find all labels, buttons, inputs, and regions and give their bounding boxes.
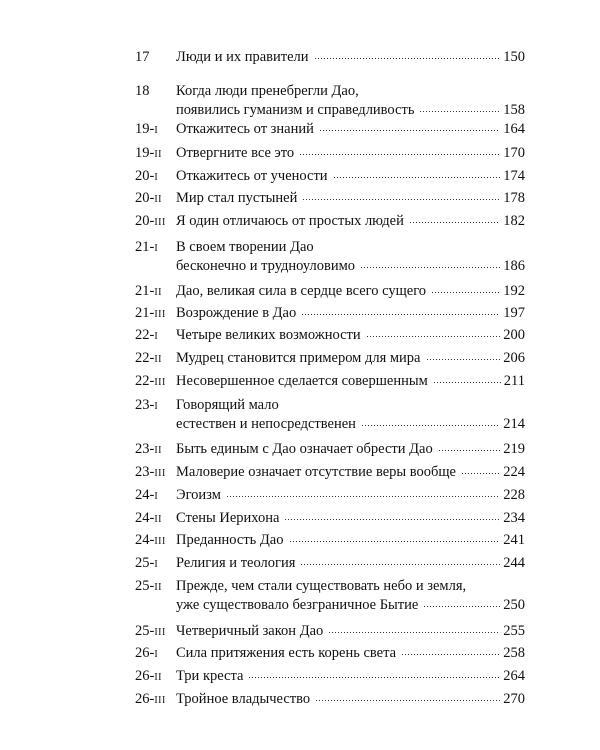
- toc-title-line: [176, 238, 525, 257]
- toc-title-line: [176, 396, 525, 415]
- page-number: 250: [503, 597, 525, 613]
- chapter-number-main: 21-: [135, 239, 155, 255]
- toc-entry-body: [176, 326, 525, 345]
- toc-entry-body: [176, 48, 525, 67]
- toc-title-line: [176, 690, 525, 709]
- chapter-part-numeral: I: [154, 125, 159, 136]
- chapter-number-main: 21-: [135, 283, 155, 299]
- toc-entry-body: [176, 238, 525, 276]
- toc-title-line: [176, 282, 525, 301]
- dot-leader: [367, 336, 501, 337]
- chapter-title: Сила притяжения есть корень света: [176, 645, 397, 661]
- chapter-number-main: 19-: [135, 121, 155, 137]
- chapter-part-numeral: I: [154, 491, 159, 502]
- dot-leader: [420, 111, 500, 112]
- chapter-number: [135, 644, 177, 664]
- chapter-title: Тройное владычество: [176, 691, 311, 707]
- page-number: 264: [503, 668, 525, 684]
- dot-leader: [427, 359, 501, 360]
- toc-entry-body: [176, 189, 525, 208]
- toc-entry[interactable]: [135, 531, 525, 550]
- toc-entry[interactable]: [135, 622, 525, 641]
- chapter-title: Дао, великая сила в сердце всего сущего: [176, 283, 427, 299]
- chapter-title: Несовершенное сделается совершенным: [176, 373, 428, 389]
- toc-entry-body: [176, 396, 525, 434]
- chapter-number: [135, 486, 177, 506]
- dot-leader: [424, 606, 500, 607]
- toc-title-line: [176, 189, 525, 208]
- page-number: 182: [503, 213, 525, 229]
- toc-title-line: [176, 415, 525, 434]
- chapter-number: [135, 690, 177, 710]
- chapter-title: появились гуманизм и справедливость: [176, 102, 415, 118]
- page-number: 200: [503, 327, 525, 343]
- dot-leader: [402, 654, 500, 655]
- toc-entry[interactable]: [135, 326, 525, 345]
- page-number: 206: [503, 350, 525, 366]
- toc-entry-body: [176, 120, 525, 139]
- chapter-part-numeral: III: [154, 377, 166, 388]
- chapter-part-numeral: I: [154, 559, 159, 570]
- dot-leader: [303, 199, 500, 200]
- toc-entry[interactable]: [135, 48, 525, 67]
- chapter-number: [135, 372, 177, 392]
- dot-leader: [316, 700, 500, 701]
- chapter-number: [135, 48, 177, 67]
- chapter-part-numeral: I: [154, 172, 159, 183]
- chapter-title: Люди и их правители: [176, 49, 309, 65]
- toc-title-line: [176, 48, 525, 67]
- chapter-part-numeral: I: [154, 243, 159, 254]
- chapter-part-numeral: II: [154, 582, 163, 593]
- page-number: 150: [503, 49, 525, 65]
- chapter-number: [135, 120, 177, 140]
- toc-entry[interactable]: [135, 144, 525, 163]
- dot-leader: [439, 450, 501, 451]
- toc-title-line: [176, 120, 525, 139]
- dot-leader: [410, 222, 500, 223]
- toc-title-line: [176, 463, 525, 482]
- dot-leader: [290, 541, 501, 542]
- chapter-title: В своем творении Дао: [176, 239, 314, 255]
- toc-entry-body: [176, 212, 525, 231]
- chapter-title: Откажитесь от учености: [176, 168, 328, 184]
- toc-entry-body: [176, 509, 525, 528]
- chapter-number-main: 18: [135, 83, 150, 99]
- toc-title-line: [176, 304, 525, 323]
- toc-entry[interactable]: [135, 349, 525, 368]
- toc-entry-body: [176, 486, 525, 505]
- chapter-number-main: 23-: [135, 441, 155, 457]
- chapter-number: [135, 463, 177, 483]
- chapter-part-numeral: II: [154, 287, 163, 298]
- chapter-number-main: 24-: [135, 487, 155, 503]
- toc-entry-body: [176, 577, 525, 615]
- chapter-part-numeral: II: [154, 194, 163, 205]
- chapter-number-main: 24-: [135, 532, 155, 548]
- chapter-part-numeral: II: [154, 354, 163, 365]
- page-number: 178: [503, 190, 525, 206]
- page-number: 192: [503, 283, 525, 299]
- toc-entry-body: [176, 554, 525, 573]
- chapter-number: [135, 396, 177, 416]
- toc-entry[interactable]: [135, 238, 525, 276]
- chapter-title: Когда люди пренебрегли Дао,: [176, 83, 359, 99]
- page-number: 211: [503, 373, 525, 389]
- toc-entry[interactable]: [135, 189, 525, 208]
- toc-title-line: [176, 622, 525, 641]
- dot-leader: [227, 496, 500, 497]
- toc-title-line: [176, 144, 525, 163]
- chapter-part-numeral: III: [154, 217, 166, 228]
- chapter-number-main: 20-: [135, 168, 155, 184]
- chapter-number-main: 26-: [135, 645, 155, 661]
- chapter-number-main: 25-: [135, 555, 155, 571]
- dot-leader: [434, 382, 501, 383]
- toc-title-line: [176, 440, 525, 459]
- page-number: 255: [503, 623, 525, 639]
- toc-entry-body: [176, 349, 525, 368]
- chapter-part-numeral: II: [154, 672, 163, 683]
- chapter-number-main: 26-: [135, 668, 155, 684]
- toc-title-line: [176, 372, 525, 391]
- chapter-title: Отвергните все это: [176, 145, 295, 161]
- chapter-number-main: 19-: [135, 145, 155, 161]
- chapter-title: Возрождение в Дао: [176, 305, 297, 321]
- toc-entry-body: [176, 282, 525, 301]
- chapter-title: Быть единым с Дао означает обрести Дао: [176, 441, 433, 457]
- chapter-number: [135, 509, 177, 529]
- page-number: 258: [503, 645, 525, 661]
- chapter-title: уже существовало безграничное Бытие: [176, 597, 419, 613]
- toc-title-line: [176, 101, 525, 120]
- chapter-number: [135, 440, 177, 460]
- chapter-number: [135, 282, 177, 302]
- chapter-number-main: 22-: [135, 350, 155, 366]
- chapter-number-main: 20-: [135, 213, 155, 229]
- toc-entry[interactable]: [135, 690, 525, 709]
- chapter-number: [135, 554, 177, 574]
- toc-entry-body: [176, 82, 525, 120]
- toc-title-line: [176, 644, 525, 663]
- toc-entry[interactable]: [135, 120, 525, 139]
- chapter-title: Преданность Дао: [176, 532, 284, 548]
- dot-leader: [300, 154, 500, 155]
- chapter-number-main: 22-: [135, 373, 155, 389]
- toc-entry[interactable]: [135, 82, 525, 120]
- dot-leader: [249, 677, 500, 678]
- toc-entry[interactable]: [135, 167, 525, 186]
- chapter-number-main: 20-: [135, 190, 155, 206]
- toc-title-line: [176, 326, 525, 345]
- toc-entry[interactable]: [135, 509, 525, 528]
- chapter-title: Религия и теология: [176, 555, 296, 571]
- toc-title-line: [176, 554, 525, 573]
- chapter-number: [135, 82, 177, 101]
- page-number: 224: [503, 464, 525, 480]
- toc-entry[interactable]: [135, 212, 525, 231]
- page-number: 219: [503, 441, 525, 457]
- chapter-title: Говорящий мало: [176, 397, 279, 413]
- toc-title-line: [176, 167, 525, 186]
- chapter-number: [135, 326, 177, 346]
- chapter-part-numeral: I: [154, 401, 159, 412]
- chapter-number-main: 23-: [135, 397, 155, 413]
- toc-entry-body: [176, 531, 525, 550]
- chapter-number: [135, 577, 177, 597]
- toc-entry[interactable]: [135, 554, 525, 573]
- toc-entry-body: [176, 667, 525, 686]
- chapter-title: Мудрец становится примером для мира: [176, 350, 421, 366]
- toc-entry-body: [176, 644, 525, 663]
- toc-entry[interactable]: [135, 440, 525, 459]
- dot-leader: [285, 519, 500, 520]
- chapter-number: [135, 238, 177, 258]
- dot-leader: [432, 292, 500, 293]
- page-number: 174: [503, 168, 525, 184]
- chapter-part-numeral: II: [154, 149, 163, 160]
- dot-leader: [301, 564, 500, 565]
- toc-title-line: [176, 257, 525, 276]
- chapter-number: [135, 144, 177, 164]
- chapter-title: естествен и непосредственен: [176, 416, 356, 432]
- toc-entry[interactable]: [135, 486, 525, 505]
- page-number: 170: [503, 145, 525, 161]
- chapter-part-numeral: II: [154, 514, 163, 525]
- page-number: 234: [503, 510, 525, 526]
- chapter-number: [135, 622, 177, 642]
- dot-leader: [329, 632, 500, 633]
- chapter-number: [135, 667, 177, 687]
- toc-entry-body: [176, 167, 525, 186]
- toc-title-line: [176, 531, 525, 550]
- page-number: 158: [503, 102, 525, 118]
- toc-entry[interactable]: [135, 282, 525, 301]
- toc-title-line: [176, 596, 525, 615]
- chapter-title: Три креста: [176, 668, 244, 684]
- page-number: 270: [503, 691, 525, 707]
- chapter-title: Маловерие означает отсутствие веры вообще: [176, 464, 456, 480]
- toc-entry[interactable]: [135, 577, 525, 615]
- chapter-title: бесконечно и трудноуловимо: [176, 258, 355, 274]
- chapter-title: Прежде, чем стали существовать небо и земля,: [176, 578, 467, 594]
- dot-leader: [302, 314, 500, 315]
- chapter-number-main: 24-: [135, 510, 155, 526]
- toc-entry-body: [176, 304, 525, 323]
- chapter-part-numeral: III: [154, 309, 166, 320]
- toc-entry[interactable]: [135, 463, 525, 482]
- toc-title-line: [176, 577, 525, 596]
- chapter-part-numeral: II: [154, 445, 163, 456]
- page-number: 228: [503, 487, 525, 503]
- chapter-number: [135, 349, 177, 369]
- chapter-part-numeral: III: [154, 468, 166, 479]
- dot-leader: [334, 177, 501, 178]
- chapter-number-main: 23-: [135, 464, 155, 480]
- chapter-title: Стены Иерихона: [176, 510, 280, 526]
- dot-leader: [315, 58, 501, 59]
- toc-entry[interactable]: [135, 304, 525, 323]
- page-number: 214: [503, 416, 525, 432]
- chapter-number: [135, 167, 177, 187]
- page-number: 197: [503, 305, 525, 321]
- chapter-number: [135, 304, 177, 324]
- dot-leader: [362, 425, 500, 426]
- chapter-number-main: 26-: [135, 691, 155, 707]
- toc-title-line: [176, 349, 525, 368]
- toc-entry[interactable]: [135, 667, 525, 686]
- chapter-number-main: 25-: [135, 578, 155, 594]
- page-number: 244: [503, 555, 525, 571]
- chapter-number: [135, 531, 177, 551]
- toc-entry-body: [176, 622, 525, 641]
- chapter-title: Мир стал пустыней: [176, 190, 298, 206]
- toc-title-line: [176, 667, 525, 686]
- chapter-part-numeral: I: [154, 649, 159, 660]
- chapter-part-numeral: III: [154, 536, 166, 547]
- dot-leader: [462, 473, 500, 474]
- dot-leader: [361, 267, 500, 268]
- chapter-title: Откажитесь от знаний: [176, 121, 314, 137]
- toc-title-line: [176, 509, 525, 528]
- chapter-number-main: 21-: [135, 305, 155, 321]
- toc-entry-body: [176, 372, 525, 391]
- toc-entry-body: [176, 463, 525, 482]
- chapter-number: [135, 189, 177, 209]
- chapter-title: Эгоизм: [176, 487, 221, 503]
- toc-entry-body: [176, 144, 525, 163]
- toc-title-line: [176, 82, 525, 101]
- chapter-title: Четыре великих возможности: [176, 327, 361, 343]
- page-number: 164: [503, 121, 525, 137]
- chapter-part-numeral: I: [154, 331, 159, 342]
- toc-entry[interactable]: [135, 372, 525, 391]
- toc-entry-body: [176, 440, 525, 459]
- toc-title-line: [176, 486, 525, 505]
- chapter-title: Я один отличаюсь от простых людей: [176, 213, 404, 229]
- chapter-title: Четверичный закон Дао: [176, 623, 324, 639]
- page-number: 241: [503, 532, 525, 548]
- toc-title-line: [176, 212, 525, 231]
- chapter-number-main: 22-: [135, 327, 155, 343]
- dot-leader: [320, 130, 500, 131]
- toc-entry[interactable]: [135, 396, 525, 434]
- toc-entry[interactable]: [135, 644, 525, 663]
- chapter-number-main: 25-: [135, 623, 155, 639]
- chapter-part-numeral: III: [154, 695, 166, 706]
- chapter-part-numeral: III: [154, 627, 166, 638]
- chapter-number-main: 17: [135, 49, 150, 65]
- chapter-number: [135, 212, 177, 232]
- toc-entry-body: [176, 690, 525, 709]
- page-number: 186: [503, 258, 525, 274]
